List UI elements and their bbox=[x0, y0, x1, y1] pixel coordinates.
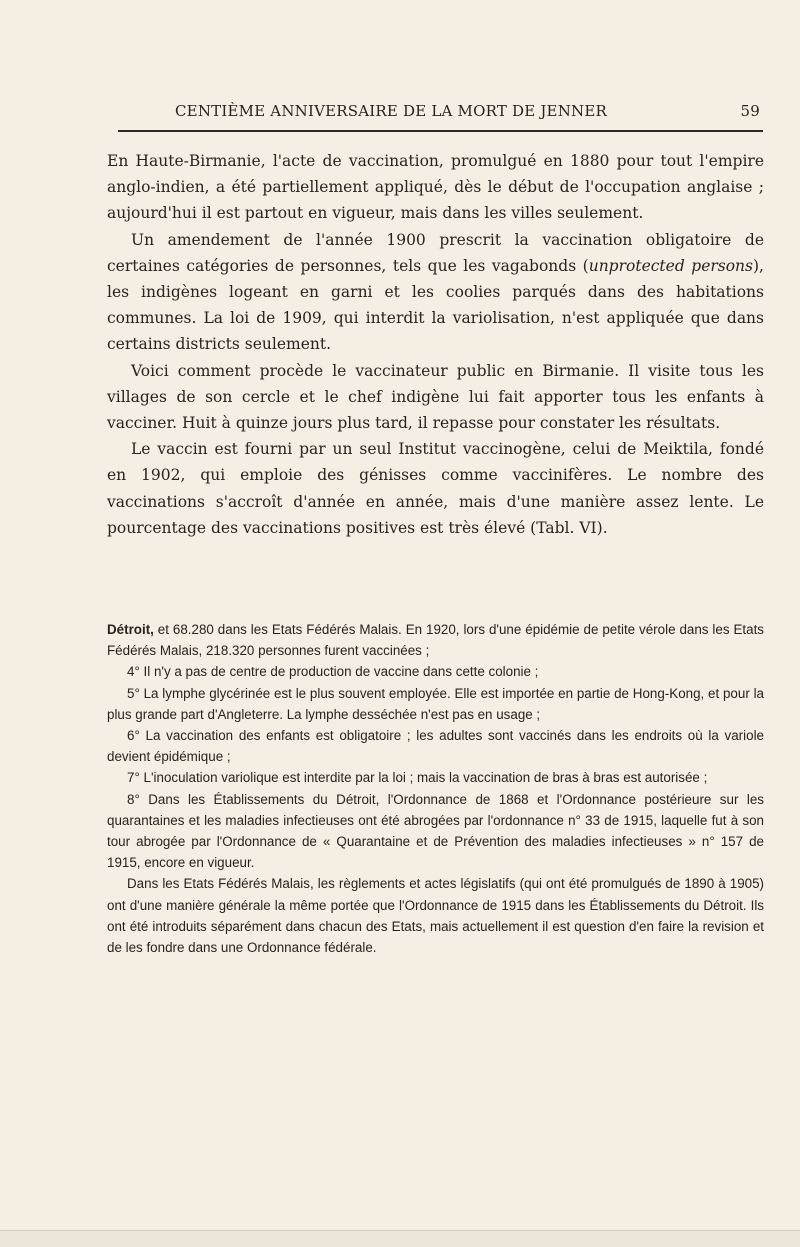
paragraph-amendement bbox=[107, 227, 764, 358]
note-detroit-label: Détroit, bbox=[107, 622, 154, 637]
page-number: 59 bbox=[740, 102, 760, 120]
header-rule bbox=[118, 130, 763, 132]
paragraph-amendement-start: Un amendement de l'année 1900 prescrit la vaccination obligatoire de certaines catégories de personnes, tels que les vagabonds ( bbox=[107, 230, 764, 275]
note-8: 8° Dans les Établissements du Détroit, l'Ordonnance de 1868 et l'Ordonnance postérieure sur les quarantaines et les maladies infectieuses ont été abrogées par l'ordonnance n° 33 de 1915, laquelle fut à son tour abrogée par l'Ordonnance de « Quarantaine et de Prévention des maladies infectieuses » n° 157 de 1915, encore en vigueur. bbox=[107, 791, 764, 871]
note-7: 7° L'inoculation variolique est interdite par la loi ; mais la vaccination de bras à bras est autorisée ; bbox=[127, 770, 708, 786]
note-6: 6° La vaccination des enfants est obligatoire ; les adultes sont vaccinés dans les endroits où la variole devient épidémique ; bbox=[107, 728, 764, 765]
italic-term: unprotected persons bbox=[588, 256, 753, 275]
paragraph-amendement-end: ), les indigènes logeant en garni et les coolies parqués dans des habitations communes. La loi de 1909, qui interdit la variolisation, n'est appliquée que dans certains districts seulement. bbox=[107, 256, 764, 354]
paragraph-vaccinateur: Voici comment procède le vaccinateur public en Birmanie. Il visite tous les villages de son cercle et le chef indigène lui fait apporter tous les enfants à vacciner. Huit à quinze jours plus tard, il repasse pour constater les résultats. bbox=[107, 361, 764, 433]
notes-section bbox=[107, 619, 764, 958]
note-detroit bbox=[107, 619, 764, 661]
note-etats-federes: Dans les Etats Fédérés Malais, les règlements et actes législatifs (qui ont été promulgués de 1890 à 1905) ont d'une manière générale la même portée que l'Ordonnance de 1915 dans les Établissements du Détroit. Ils ont été introduits séparément dans chacun des Etats, mais actuellement il est question d'en faire la revision et de les fondre dans une Ordonnance fédérale. bbox=[107, 876, 764, 956]
paragraph-haute-birmanie: En Haute-Birmanie, l'acte de vaccination, promulgué en 1880 pour tout l'empire anglo-indien, a été partiellement appliqué, dès le début de l'occupation anglaise ; aujourd'hui il est partout en vigueur, mais dans les villes seulement. bbox=[107, 152, 764, 223]
note-4: 4° Il n'y a pas de centre de production de vaccine dans cette colonie ; bbox=[127, 664, 539, 680]
running-title: CENTIÈME ANNIVERSAIRE DE LA MORT DE JENNER bbox=[175, 102, 608, 120]
paragraph-vaccin: Le vaccin est fourni par un seul Institut vaccinogène, celui de Meiktila, fondé en 1902, qui emploie des génisses comme vaccinifères. Le nombre des vaccinations s'accroît d'année en année, mais d'une manière assez lente. Le pourcentage des vaccinations positives est très élevé (Tabl. VI). bbox=[107, 440, 764, 537]
note-detroit-text: et 68.280 dans les Etats Fédérés Malais. En 1920, lors d'une épidémie de petite vérole dans les Etats Fédérés Malais, 218.320 personnes furent vaccinées ; bbox=[107, 622, 764, 659]
note-5: 5° La lymphe glycérinée est le plus souvent employée. Elle est importée en partie de Hong-Kong, et pour la plus grande part d'Angleterre. La lymphe desséchée n'est pas en usage ; bbox=[107, 685, 764, 722]
main-text bbox=[107, 148, 764, 541]
page-bottom-edge bbox=[0, 1230, 800, 1247]
